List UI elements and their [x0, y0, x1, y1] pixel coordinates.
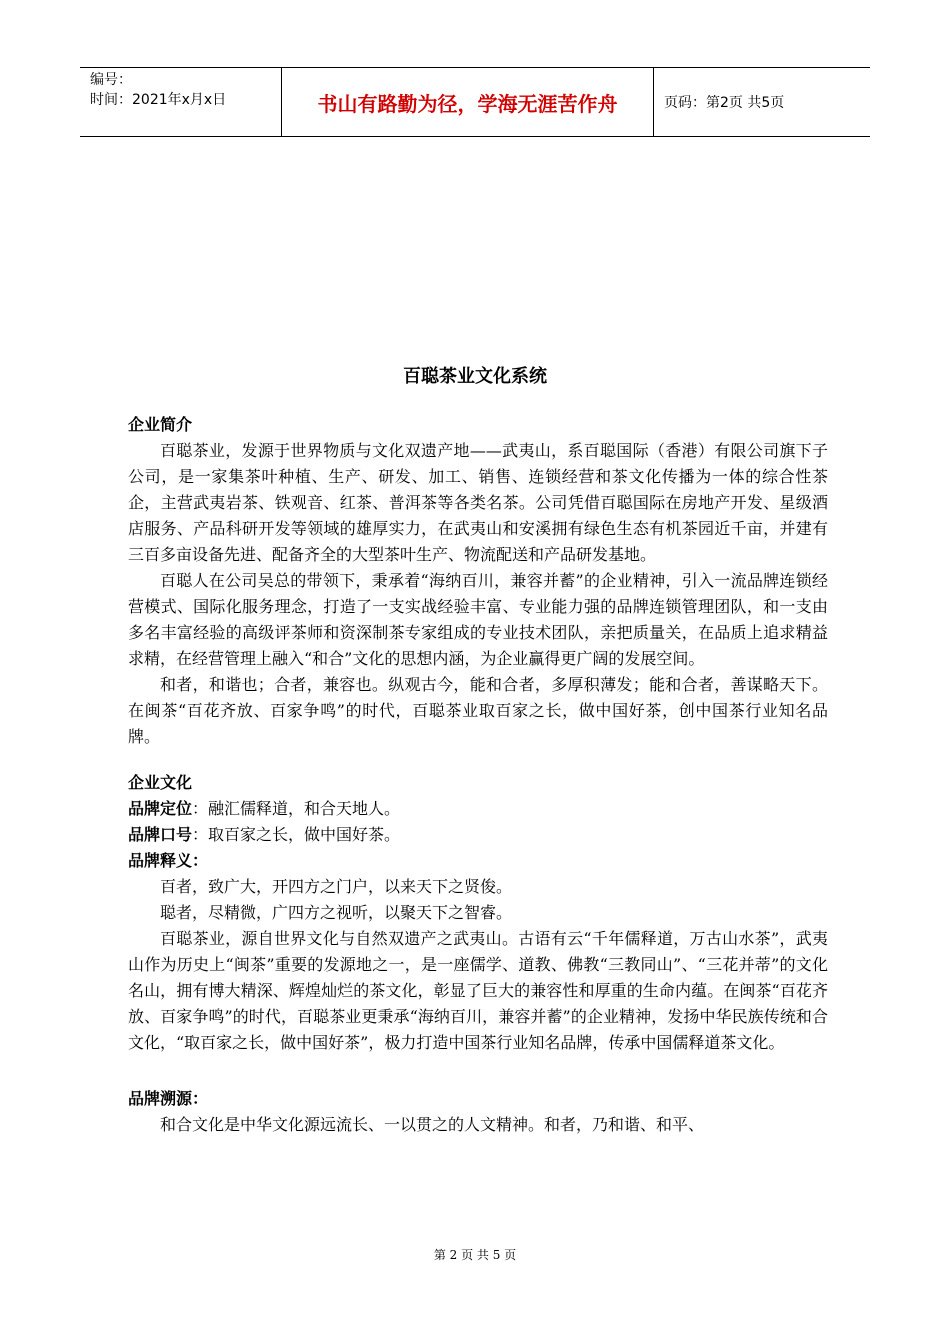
- meaning-paragraph-2: 聪者，尽精微，广四方之视听，以聚天下之智睿。: [160, 903, 513, 922]
- header-motto: 书山有路勤为径，学海无涯苦作舟: [282, 68, 654, 136]
- meaning-paragraph-1: 百者，致广大，开四方之门户，以来天下之贤俊。: [160, 877, 513, 896]
- brand-positioning: [128, 796, 828, 822]
- intro-heading: 企业简介: [128, 415, 193, 434]
- intro-paragraph-2: 百聪人在公司吴总的带领下，秉承着“海纳百川，兼容并蓄”的企业精神，引入一流品牌连锁经营模式、国际化服务理念，打造了一支实战经验丰富、专业能力强的品牌连锁管理团队，和一支由多名丰富经验的高级评茶师和资深制茶专家组成的专业技术团队，亲把质量关，在品质上追求精益求精，在经营管理上融入“和合”文化的思想内涵，为企业赢得更广阔的发展空间。: [128, 571, 828, 668]
- meaning-paragraph-3: 百聪茶业，源自世界文化与自然双遗产之武夷山。古语有云“千年儒释道，万古山水茶”，武夷山作为历史上“闽茶”重要的发源地之一，是一座儒学、道教、佛教“三教同山”、“三花并蒂”的文化名山，拥有博大精深、辉煌灿烂的茶文化，彰显了巨大的兼容性和厚重的生命内蕴。在闽茶“百花齐放、百家争鸣”的时代，百聪茶业更秉承“海纳百川，兼容并蓄”的企业精神，发扬中华民族传统和合文化，“取百家之长，做中国好茶”，极力打造中国茶行业知名品牌，传承中国儒释道茶文化。: [128, 929, 828, 1052]
- origin-heading: 品牌溯源：: [128, 1089, 209, 1108]
- brand-positioning-label: 品牌定位: [128, 799, 193, 818]
- brand-slogan-label: 品牌口号: [128, 825, 193, 844]
- page-footer: 第 2 页 共 5 页: [433, 1248, 517, 1262]
- origin-paragraph: 和合文化是中华文化源远流长、一以贯之的人文精神。和者，乃和谐、和平、: [160, 1115, 705, 1134]
- page-header: [80, 67, 870, 137]
- document-body: [128, 412, 828, 1138]
- culture-heading: 企业文化: [128, 773, 193, 792]
- header-number: 编号：: [90, 72, 132, 88]
- header-page-info: 页码：第2页 共5页: [664, 95, 785, 111]
- brand-meaning-heading: 品牌释义：: [128, 851, 209, 870]
- intro-paragraph-3: 和者，和谐也；合者，兼容也。纵观古今，能和合者，多厚积薄发；能和合者，善谋略天下。在闽茶“百花齐放、百家争鸣”的时代，百聪茶业取百家之长，做中国好茶，创中国茶行业知名品牌。: [128, 675, 828, 746]
- brand-slogan-text: ：取百家之长，做中国好茶。: [192, 825, 401, 844]
- header-meta: [80, 68, 282, 136]
- document-title: 百聪茶业文化系统: [403, 366, 547, 387]
- header-date: 时间：2021年x月x日: [90, 92, 227, 108]
- brand-slogan: [128, 822, 828, 848]
- intro-paragraph-1: 百聪茶业，发源于世界物质与文化双遗产地——武夷山，系百聪国际（香港）有限公司旗下子公司，是一家集茶叶种植、生产、研发、加工、销售、连锁经营和茶文化传播为一体的综合性茶企，主营武夷岩茶、铁观音、红茶、普洱茶等各类名茶。公司凭借百聪国际在房地产开发、星级酒店服务、产品科研开发等领域的雄厚实力，在武夷山和安溪拥有绿色生态有机茶园近千亩，并建有三百多亩设备先进、配备齐全的大型茶叶生产、物流配送和产品研发基地。: [128, 441, 828, 564]
- brand-positioning-text: ：融汇儒释道，和合天地人。: [192, 799, 401, 818]
